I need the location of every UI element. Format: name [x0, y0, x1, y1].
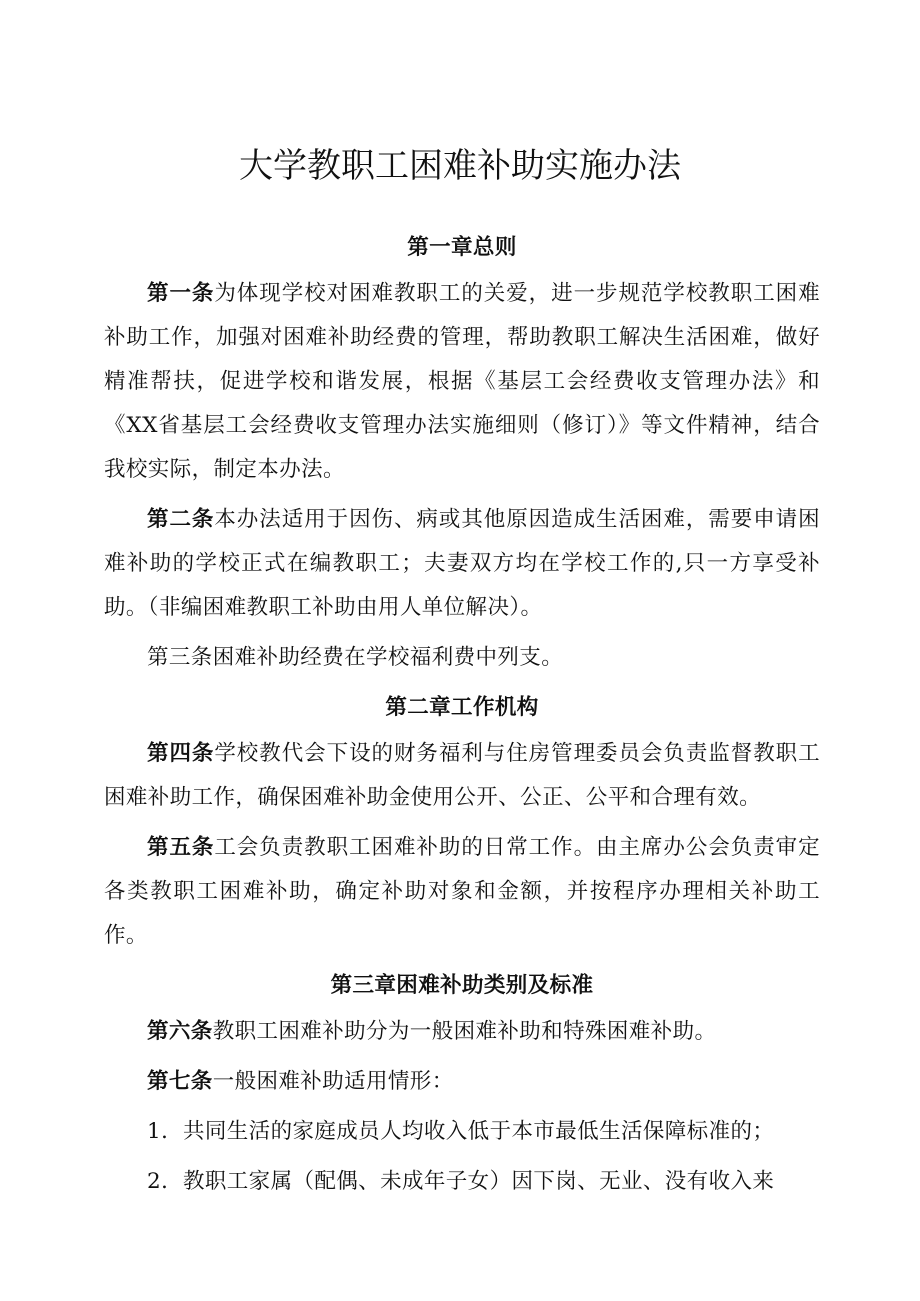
list-item-2: 2．教职工家属（配偶、未成年子女）因下岗、无业、没有收入来 [147, 1169, 775, 1194]
document-body [104, 226, 820, 1210]
article-5 [104, 826, 820, 958]
article-5-label: 第五条 [147, 835, 215, 860]
article-7-text: 一般困难补助适用情形： [212, 1069, 454, 1094]
chapter-heading-3: 第三章困难补助类别及标准 [330, 973, 594, 998]
article-6-label: 第六条 [147, 1019, 213, 1044]
article-1-text: 为体现学校对困难教职工的关爱，进一步规范学校教职工困难补助工作，加强对困难补助经费的管理，帮助教职工解决生活困难，做好精准帮扶，促进学校和谐发展，根据《基层工会经费收支管理办法》和《XX省基层工会经费收支管理办法实施细则（修订）》等文件精神，结合我校实际，制定本办法。 [104, 281, 820, 482]
article-6-text: 教职工困难补助分为一般困难补助和特殊困难补助。 [212, 1019, 717, 1044]
article-4-text: 学校教代会下设的财务福利与住房管理委员会负责监督教职工困难补助工作，确保困难补助金使用公开、公正、公平和合理有效。 [104, 741, 820, 810]
article-6 [104, 1010, 820, 1054]
chapter-heading-1: 第一章总则 [407, 235, 517, 260]
article-4-label: 第四条 [147, 741, 215, 766]
article-4 [104, 732, 820, 820]
article-2-label: 第二条 [147, 507, 215, 532]
chapter-heading-2: 第二章工作机构 [385, 695, 539, 720]
article-7-label: 第七条 [147, 1069, 213, 1094]
article-2 [104, 498, 820, 630]
article-7 [104, 1060, 820, 1104]
article-2-text: 本办法适用于因伤、病或其他原因造成生活困难，需要申请困难补助的学校正式在编教职工；夫妻双方均在学校工作的,只一方享受补助。（非编困难教职工补助由用人单位解决）。 [104, 507, 820, 620]
list-item-1: 1．共同生活的家庭成员人均收入低于本市最低生活保障标准的； [147, 1119, 775, 1144]
document-title: 大学教职工困难补助实施办法 [239, 146, 681, 186]
article-5-text: 工会负责教职工困难补助的日常工作。由主席办公会负责审定各类教职工困难补助，确定补助对象和金额，并按程序办理相关补助工作。 [104, 835, 820, 948]
article-3: 第三条困难补助经费在学校福利费中列支。 [147, 645, 564, 670]
article-1 [104, 272, 820, 492]
article-1-label: 第一条 [147, 281, 215, 306]
